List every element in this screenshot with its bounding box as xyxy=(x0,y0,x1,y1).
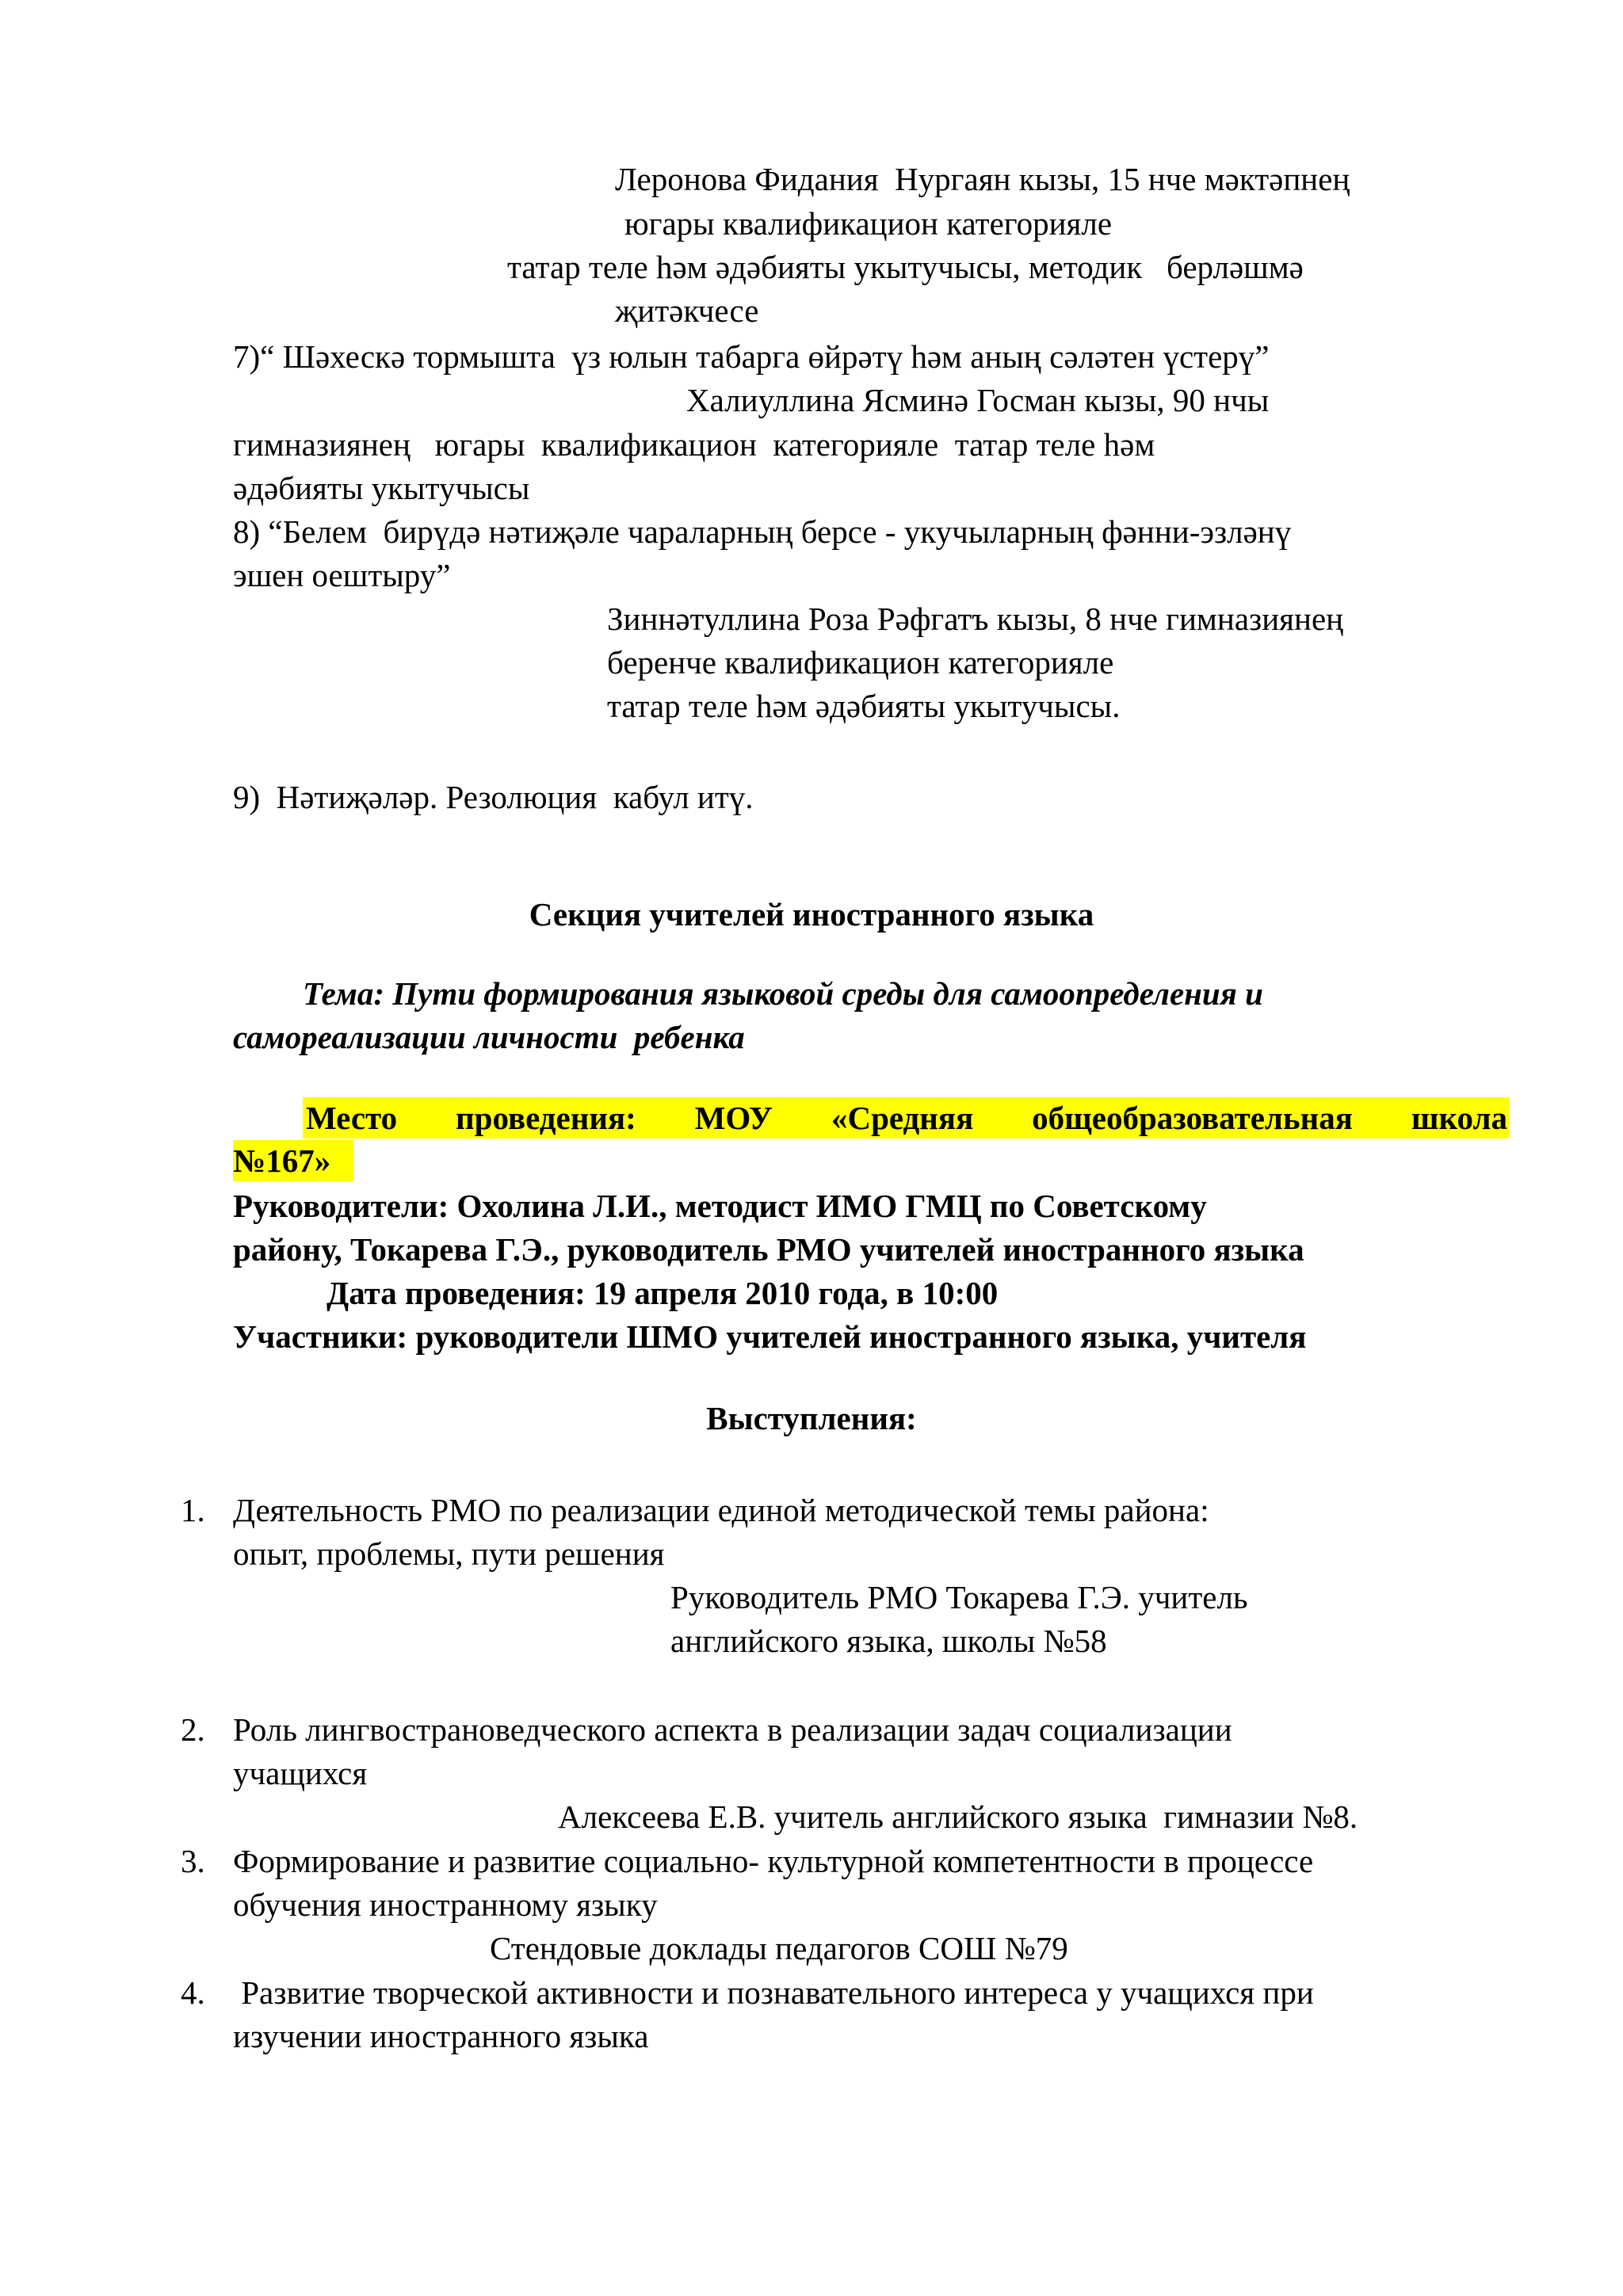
venue-line1: Место проведения: МОУ «Средняя общеобразовательная школа xyxy=(306,1100,1507,1136)
item8-title-line2: эшен оештыру” xyxy=(233,557,451,593)
item9-results: 9) Нәтиҗәләр. Резолюция кабул итү. xyxy=(233,779,754,815)
item7-speaker-name: Халиуллина Ясминә Госман кызы, 90 нчы xyxy=(686,382,1270,418)
leronova-role: җитәкчесе xyxy=(615,292,759,329)
leaders-line2: району, Токарева Г.Э., руководитель РМО учителей иностранного языка xyxy=(233,1231,1304,1268)
theme-line2: самореализации личности ребенка xyxy=(233,1019,745,1055)
talks-heading: Выступления: xyxy=(706,1400,917,1436)
talk-3-title-line1: Формирование и развитие социально- культурной компетентности в процессе xyxy=(233,1843,1314,1879)
item7-speaker-school: гимназиянең югары квалификацион категорияле татар теле һәм xyxy=(233,426,1155,463)
talk-3-title-line2: обучения иностранному языку xyxy=(233,1886,658,1923)
talk-1-speaker-line2: английского языка, школы №58 xyxy=(670,1623,1107,1659)
item8-speaker-category: беренче квалификацион категорияле xyxy=(607,644,1114,681)
leronova-category: югары квалификацион категорияле xyxy=(624,205,1113,242)
talk-1-number: 1. xyxy=(181,1492,205,1528)
talk-4-number: 4. xyxy=(181,1974,205,2011)
talk-2-speaker: Алексеева Е.В. учитель английского языка гимназии №8. xyxy=(558,1798,1358,1835)
event-date: Дата проведения: 19 апреля 2010 года, в 10:00 xyxy=(327,1275,999,1311)
talk-2-title-line2: учащихся xyxy=(233,1755,368,1791)
venue-line2: №167» xyxy=(233,1142,331,1179)
talk-1-title-line1: Деятельность РМО по реализации единой методической темы района: xyxy=(233,1492,1209,1528)
talk-1-speaker-line1: Руководитель РМО Токарева Г.Э. учитель xyxy=(670,1579,1248,1615)
talk-4-title-line1: Развитие творческой активности и познавательного интереса у учащихся при xyxy=(233,1974,1314,2011)
item8-speaker-name: Зиннәтуллина Роза Рәфгатъ кызы, 8 нче гимназиянең xyxy=(607,601,1344,637)
participants: Участники: руководители ШМО учителей иностранного языка, учителя xyxy=(233,1318,1307,1355)
talk-3-speaker: Стендовые доклады педагогов СОШ №79 xyxy=(490,1930,1068,1966)
item7-speaker-subject: әдәбияты укытучысы xyxy=(233,470,530,506)
leronova-position: татар теле һәм әдәбияты укытучысы, методик берләшмә xyxy=(507,249,1304,285)
item8-speaker-subject: татар теле һәм әдәбияты укытучысы. xyxy=(607,688,1121,724)
section-heading: Секция учителей иностранного языка xyxy=(529,896,1094,933)
talk-2-number: 2. xyxy=(181,1711,205,1748)
leronova-name: Леронова Фидания Нургаян кызы, 15 нче мәктәпнең xyxy=(615,161,1350,197)
talk-1-title-line2: опыт, проблемы, пути решения xyxy=(233,1535,665,1572)
talk-2-title-line1: Роль лингвострановедческого аспекта в реализации задач социализации xyxy=(233,1711,1232,1748)
item8-title-line1: 8) “Белем бирүдә нәтиҗәле чараларның берсе - укучыларның фәнни-эзләнү xyxy=(233,513,1292,550)
item7-title: 7)“ Шәхескә тормышта үз юлын табарга өйрәтү һәм аның сәләтен үстерү” xyxy=(233,338,1270,375)
theme-line1: Тема: Пути формирования языковой среды для самоопределения и xyxy=(303,975,1263,1012)
leaders-line1: Руководители: Охолина Л.И., методист ИМО ГМЦ по Советскому xyxy=(233,1188,1207,1224)
talk-3-number: 3. xyxy=(181,1843,205,1879)
talk-4-title-line2: изучении иностранного языка xyxy=(233,2018,649,2054)
